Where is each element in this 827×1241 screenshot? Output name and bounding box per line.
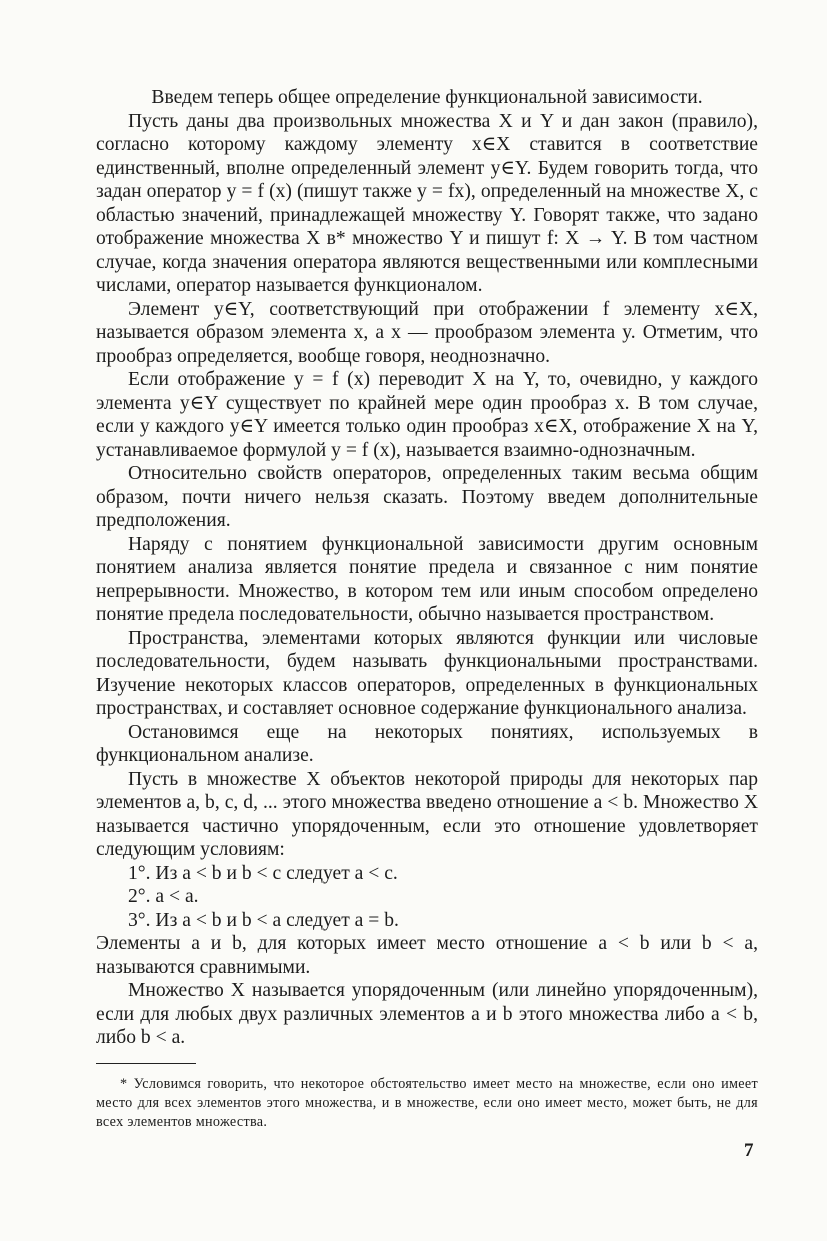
paragraph-limit-space: Наряду с понятием функциональной зависимости другим основным понятием анализа является понятие предела и связанное с ним понятие непрерывности. Множество, в котором тем или иным способом определено понятие предела последовательности, обычно называется пространством. [96,533,758,625]
footnote: * Условимся говорить, что некоторое обстоятельство имеет место на множестве, если оно имеет место для всех элементов этого множества, и в множестве, если оно имеет место, может быть, не для всех элементов множества. [96,1076,758,1130]
paragraph-intro: Введем теперь общее определение функциональной зависимости. [151,87,703,108]
paragraph-comparable: Элементы a и b, для которых имеет место отношение a < b или b < a, называются сравнимыми. [96,933,758,978]
paragraph-more-concepts: Остановимся еще на некоторых понятиях, используемых в функциональном анализе. [96,721,758,766]
condition-2: 2°. a < a. [128,886,199,907]
paragraph-linear-order: Множество X называется упорядоченным (или линейно упорядоченным), если для любых двух различных элементов a и b этого множества либо a < b, либо b < a. [96,980,758,1048]
paragraph-function-spaces: Пространства, элементами которых являются функции или числовые последовательности, будем называть функциональными пространствами. Изучение некоторых классов операторов, определенных в функциональных пространствах, и составляет основное содержание функционального анализа. [96,627,758,719]
paragraph-bijection: Если отображение y = f (x) переводит X на Y, то, очевидно, у каждого элемента y∈Y существует по крайней мере один прообраз x. В том случае, если у каждого y∈Y имеется только один прообраз x∈X, отображение X на Y, устанавливаемое формулой y = f (x), называется взаимно-однозначным. [96,369,758,461]
paragraph-operator-definition: Пусть даны два произвольных множества X и Y и дан закон (правило), согласно которому каждому элементу x∈X ставится в соответствие единственный, вполне определенный элемент y∈Y. Будем говорить тогда, что задан оператор y = f (x) (пишут также y = fx), определенный на множестве X, с областью значений, принадлежащей множеству Y. Говорят также, что задано отображение множества X в* множество Y и пишут f: X → Y. В том частном случае, когда значения оператора являются вещественными или комплесными числами, оператор называется функционалом. [96,110,758,296]
paragraph-partial-order: Пусть в множестве X объектов некоторой природы для некоторых пар элементов a, b, c, d, ... этого множества введено отношение a < b. Множество X называется частично упорядоченным, если это отношение удовлетворяет следующим условиям: [96,768,758,860]
footnote-divider [96,1063,196,1064]
condition-3: 3°. Из a < b и b < a следует a = b. [128,909,399,931]
page-body [96,86,758,1050]
page-number: 7 [744,1140,754,1161]
paragraph-operator-properties: Относительно свойств операторов, определенных таким весьма общим образом, почти ничего нельзя сказать. Поэтому введем дополнительные предположения. [96,463,758,531]
condition-1: 1°. Из a < b и b < c следует a < c. [128,862,398,884]
paragraph-image-preimage: Элемент y∈Y, соответствующий при отображении f элементу x∈X, называется образом элемента x, а x — прообразом элемента y. Отметим, что прообраз определяется, вообще говоря, неоднозначно. [96,298,758,367]
